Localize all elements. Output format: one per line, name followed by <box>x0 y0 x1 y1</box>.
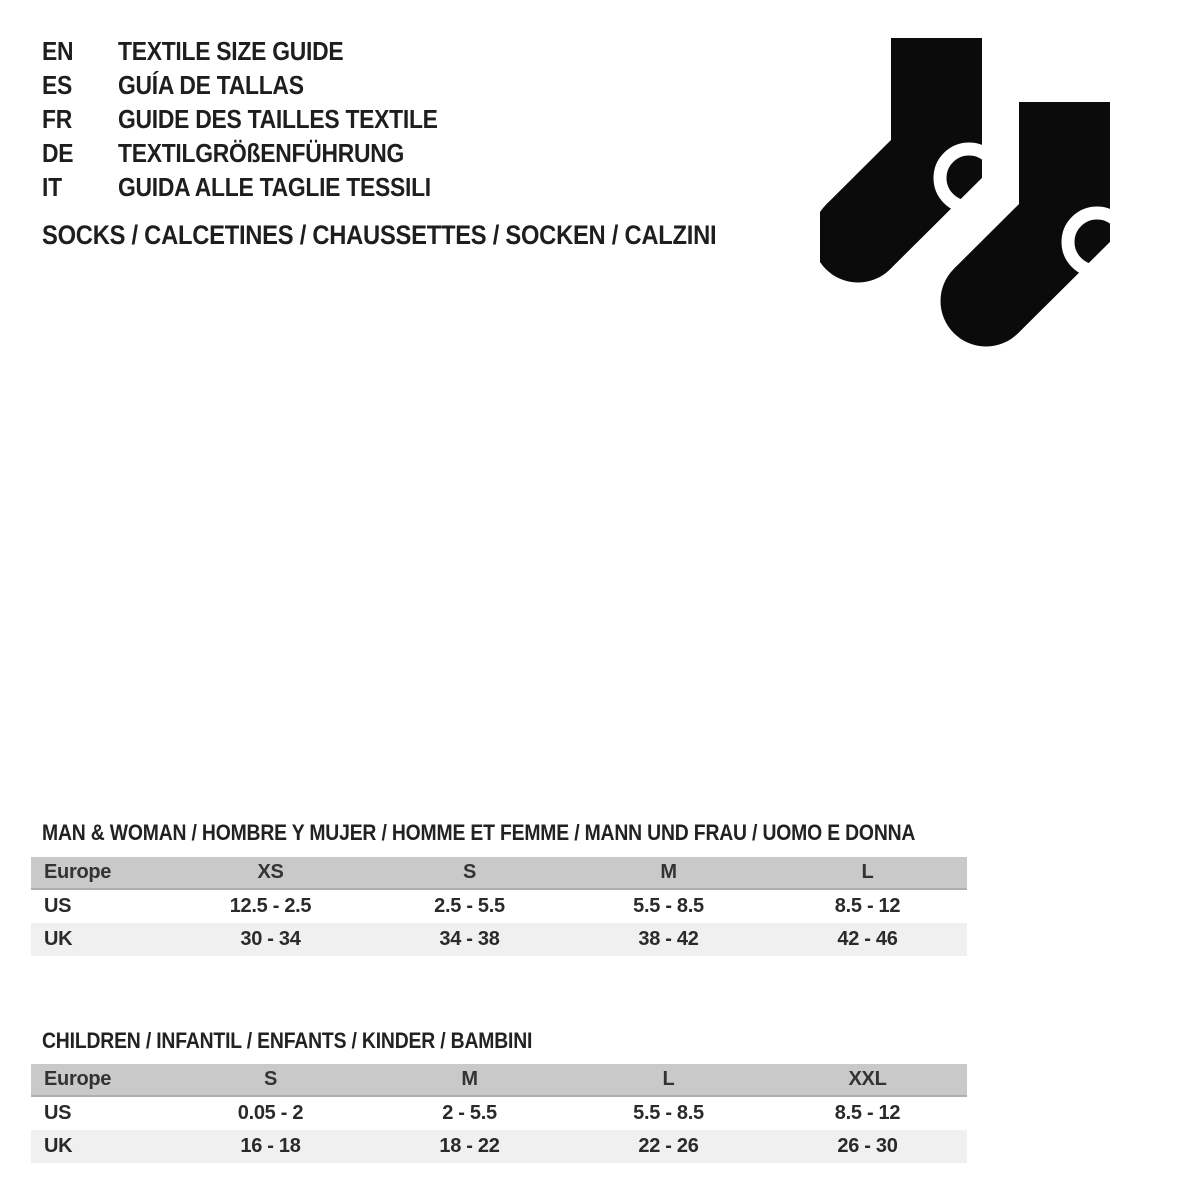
category-line <box>42 220 808 251</box>
language-row-en <box>42 34 481 68</box>
section-title-children <box>42 1028 599 1054</box>
size-cell: 5.5 - 8.5 <box>633 895 704 917</box>
size-cell: 12.5 - 2.5 <box>229 895 312 917</box>
header-cell-region: Europe <box>44 861 112 883</box>
header-cell-region: Europe <box>44 1068 112 1090</box>
language-code: DE <box>42 137 74 168</box>
socks-icon <box>820 30 1140 355</box>
size-table-adults <box>31 857 967 956</box>
header-cell-size-s: S <box>263 1068 278 1090</box>
row-label: UK <box>44 1135 73 1157</box>
language-code: ES <box>42 69 73 100</box>
language-list <box>42 34 481 204</box>
table-row-us <box>31 890 967 923</box>
size-cell: 26 - 30 <box>837 1135 898 1157</box>
header-cell-size-l: L <box>662 1068 675 1090</box>
header-cell-size-xxl: XXL <box>848 1068 887 1090</box>
header-cell-size-m: M <box>461 1068 478 1090</box>
language-code: EN <box>42 35 74 66</box>
table-header-row <box>31 857 967 890</box>
language-label: GUIDE DES TAILLES TEXTILE <box>118 103 438 134</box>
size-cell: 8.5 - 12 <box>834 895 901 917</box>
category-line-text: SOCKS / CALCETINES / CHAUSSETTES / SOCKEN / CALZINI <box>42 220 717 250</box>
language-row-it <box>42 170 481 204</box>
row-label: US <box>44 1102 72 1124</box>
section-title-children-text: CHILDREN / INFANTIL / ENFANTS / KINDER / BAMBINI <box>42 1028 533 1053</box>
size-cell: 5.5 - 8.5 <box>633 1102 704 1124</box>
header-cell-size-xs: XS <box>257 861 284 883</box>
size-cell: 30 - 34 <box>240 928 301 950</box>
table-row-uk <box>31 1130 967 1163</box>
language-label: GUÍA DE TALLAS <box>118 69 304 100</box>
size-cell: 2.5 - 5.5 <box>434 895 505 917</box>
section-title-adults-text: MAN & WOMAN / HOMBRE Y MUJER / HOMME ET FEMME / MANN UND FRAU / UOMO E DONNA <box>42 820 916 845</box>
language-row-de <box>42 136 481 170</box>
language-label: GUIDA ALLE TAGLIE TESSILI <box>118 171 431 202</box>
size-cell: 38 - 42 <box>638 928 699 950</box>
header-cell-size-l: L <box>861 861 874 883</box>
language-label: TEXTILGRÖßENFÜHRUNG <box>118 137 405 168</box>
language-row-fr <box>42 102 481 136</box>
size-cell: 18 - 22 <box>439 1135 500 1157</box>
language-code: FR <box>42 103 72 134</box>
size-cell: 42 - 46 <box>837 928 898 950</box>
header-cell-size-s: S <box>462 861 477 883</box>
section-title-adults <box>42 820 1034 846</box>
row-label: US <box>44 895 72 917</box>
row-label: UK <box>44 928 73 950</box>
header-cell-size-m: M <box>660 861 677 883</box>
language-label: TEXTILE SIZE GUIDE <box>118 35 344 66</box>
size-table-children <box>31 1064 967 1163</box>
size-cell: 2 - 5.5 <box>442 1102 497 1124</box>
size-cell: 34 - 38 <box>439 928 500 950</box>
language-row-es <box>42 68 481 102</box>
language-code: IT <box>42 171 62 202</box>
size-cell: 0.05 - 2 <box>237 1102 304 1124</box>
table-row-uk <box>31 923 967 956</box>
size-cell: 22 - 26 <box>638 1135 699 1157</box>
table-header-row <box>31 1064 967 1097</box>
size-cell: 16 - 18 <box>240 1135 301 1157</box>
table-row-us <box>31 1097 967 1130</box>
size-cell: 8.5 - 12 <box>834 1102 901 1124</box>
